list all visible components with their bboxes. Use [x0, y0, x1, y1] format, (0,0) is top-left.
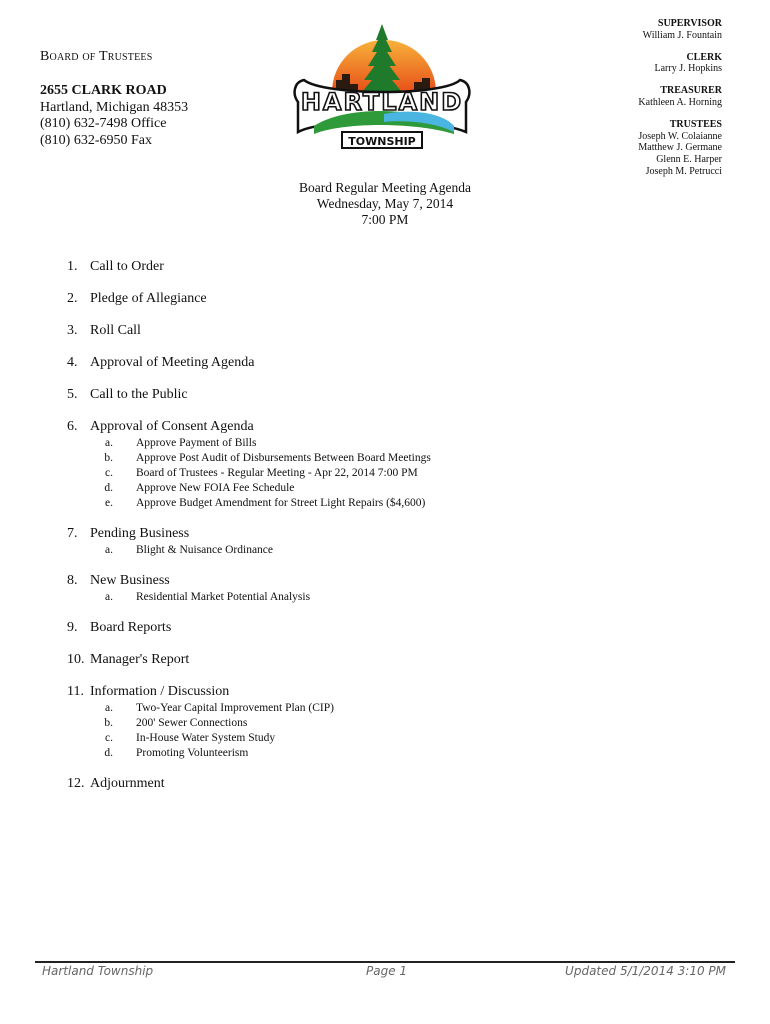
agenda-item-heading: [67, 386, 727, 404]
sub-item-text: Two-Year Capital Improvement Plan (CIP): [136, 702, 334, 714]
sub-item-text: Approve New FOIA Fee Schedule: [136, 482, 295, 494]
agenda-item-label: Information / Discussion: [90, 684, 230, 699]
sub-item-text: Blight & Nuisance Ordinance: [136, 544, 274, 556]
agenda-title: Board Regular Meeting Agenda: [298, 180, 472, 195]
agenda-item-label: Pledge of Allegiance: [90, 291, 207, 306]
agenda-item-heading: [67, 354, 727, 372]
agenda-item-label: Roll Call: [90, 323, 141, 338]
sub-item-text: Approve Post Audit of Disbursements Between Board Meetings: [136, 452, 431, 464]
agenda-item-label: Pending Business: [90, 526, 190, 541]
logo-sub: TOWNSHIP: [348, 135, 416, 148]
agenda-item-label: Call to Order: [90, 259, 164, 274]
agenda-item: [67, 386, 727, 404]
agenda-sub-item: [67, 466, 727, 481]
agenda-item: [67, 354, 727, 372]
footer-page-number: Page 1: [366, 964, 408, 978]
agenda-item-number: 7.: [67, 526, 78, 541]
agenda-item-number: 1.: [67, 259, 78, 274]
agenda-item-heading: [67, 651, 727, 669]
agenda-sub-item: [67, 496, 727, 511]
agenda-sub-item: [67, 716, 727, 731]
agenda-item-heading: [67, 290, 727, 308]
city-state-zip: Hartland, Michigan 48353: [40, 99, 189, 115]
sub-item-letter: c.: [105, 467, 113, 479]
sub-item-text: 200' Sewer Connections: [136, 717, 248, 729]
agenda-item-number: 5.: [67, 387, 78, 402]
sub-item-text: Approve Budget Amendment for Street Light Repairs ($4,600): [136, 497, 426, 509]
agenda-item-label: New Business: [90, 573, 170, 588]
board-of-trustees-label: Board of Trustees: [40, 49, 153, 64]
agenda-item: [67, 572, 727, 605]
agenda-sub-item: [67, 543, 727, 558]
agenda-item-label: Call to the Public: [90, 387, 188, 402]
street-address: 2655 CLARK ROAD: [40, 83, 167, 98]
meeting-time: 7:00 PM: [361, 212, 409, 227]
sub-item-text: Approve Payment of Bills: [136, 437, 257, 449]
agenda-item-label: Manager's Report: [90, 652, 190, 667]
officer-clerk: CLERK Larry J. Hopkins: [654, 51, 722, 75]
sub-item-text: Residential Market Potential Analysis: [136, 591, 311, 603]
sub-item-letter: a.: [105, 437, 113, 449]
sub-item-text: Board of Trustees - Regular Meeting - Apr 22, 2014 7:00 PM: [136, 467, 418, 479]
agenda-sub-item: [67, 436, 727, 451]
agenda-item-heading: [67, 525, 727, 543]
agenda-item-heading: [67, 683, 727, 701]
agenda-item: [67, 619, 727, 637]
agenda-item-heading: [67, 775, 727, 793]
footer-updated: Updated 5/1/2014 3:10 PM: [565, 964, 726, 978]
sub-item-text: In-House Water System Study: [136, 732, 276, 744]
agenda-sub-item: [67, 746, 727, 761]
agenda-item-heading: [67, 258, 727, 276]
sub-item-letter: c.: [105, 732, 113, 744]
agenda-item-label: Adjournment: [90, 776, 165, 791]
agenda-item-label: Approval of Meeting Agenda: [90, 355, 255, 370]
agenda-sub-item: [67, 590, 727, 605]
agenda-item: [67, 651, 727, 669]
agenda-item: [67, 322, 727, 340]
agenda-item: [67, 683, 727, 761]
agenda-item-number: 2.: [67, 291, 78, 306]
agenda-item-label: Approval of Consent Agenda: [90, 419, 254, 434]
agenda-list: [67, 258, 727, 793]
agenda-item-number: 10.: [67, 652, 85, 667]
meeting-title: [0, 180, 770, 228]
agenda-item-heading: [67, 572, 727, 590]
sub-item-letter: b.: [104, 452, 113, 464]
agenda-item-label: Board Reports: [90, 620, 172, 635]
agenda-item-number: 9.: [67, 620, 78, 635]
sub-item-letter: b.: [104, 717, 113, 729]
agenda-sub-item: [67, 701, 727, 716]
agenda-item-heading: [67, 619, 727, 637]
agenda-item-number: 11.: [67, 684, 84, 699]
sub-item-letter: a.: [105, 544, 113, 556]
logo-name: HARTLAND: [300, 88, 464, 116]
office-phone: (810) 632-7498 Office: [40, 116, 167, 131]
agenda-item: [67, 290, 727, 308]
agenda-item: [67, 525, 727, 558]
sub-item-letter: e.: [105, 497, 113, 509]
sub-item-letter: a.: [105, 591, 113, 603]
agenda-item-heading: [67, 418, 727, 436]
officers-list: [638, 18, 722, 188]
hartland-township-logo: [284, 22, 480, 154]
address-block: [40, 83, 188, 149]
agenda-sub-item: [67, 451, 727, 466]
sub-item-letter: d.: [104, 482, 113, 494]
footer-org: Hartland Township: [42, 964, 154, 978]
agenda-item: [67, 775, 727, 793]
fax-number: (810) 632-6950 Fax: [40, 132, 152, 148]
sub-item-letter: a.: [105, 702, 113, 714]
sub-item-letter: d.: [104, 747, 113, 759]
officer-treasurer: TREASURER Kathleen A. Horning: [638, 85, 722, 108]
agenda-sub-item: [67, 731, 727, 746]
agenda-item-number: 3.: [67, 323, 78, 338]
agenda-item: [67, 418, 727, 511]
footer-divider: [35, 961, 735, 963]
agenda-sub-item: [67, 481, 727, 496]
agenda-item: [67, 258, 727, 276]
officer-supervisor: SUPERVISOR William J. Fountain: [642, 18, 722, 41]
agenda-item-number: 12.: [67, 776, 85, 791]
sub-item-text: Promoting Volunteerism: [136, 747, 249, 759]
officer-trustees: TRUSTEES Joseph W. Colaianne Matthew J. Germane Glenn E. Harper Joseph M. Petrucci: [638, 118, 722, 177]
agenda-item-number: 4.: [67, 355, 78, 370]
agenda-item-number: 6.: [67, 419, 78, 434]
meeting-date: Wednesday, May 7, 2014: [316, 196, 454, 211]
agenda-item-heading: [67, 322, 727, 340]
agenda-item-number: 8.: [67, 573, 78, 588]
